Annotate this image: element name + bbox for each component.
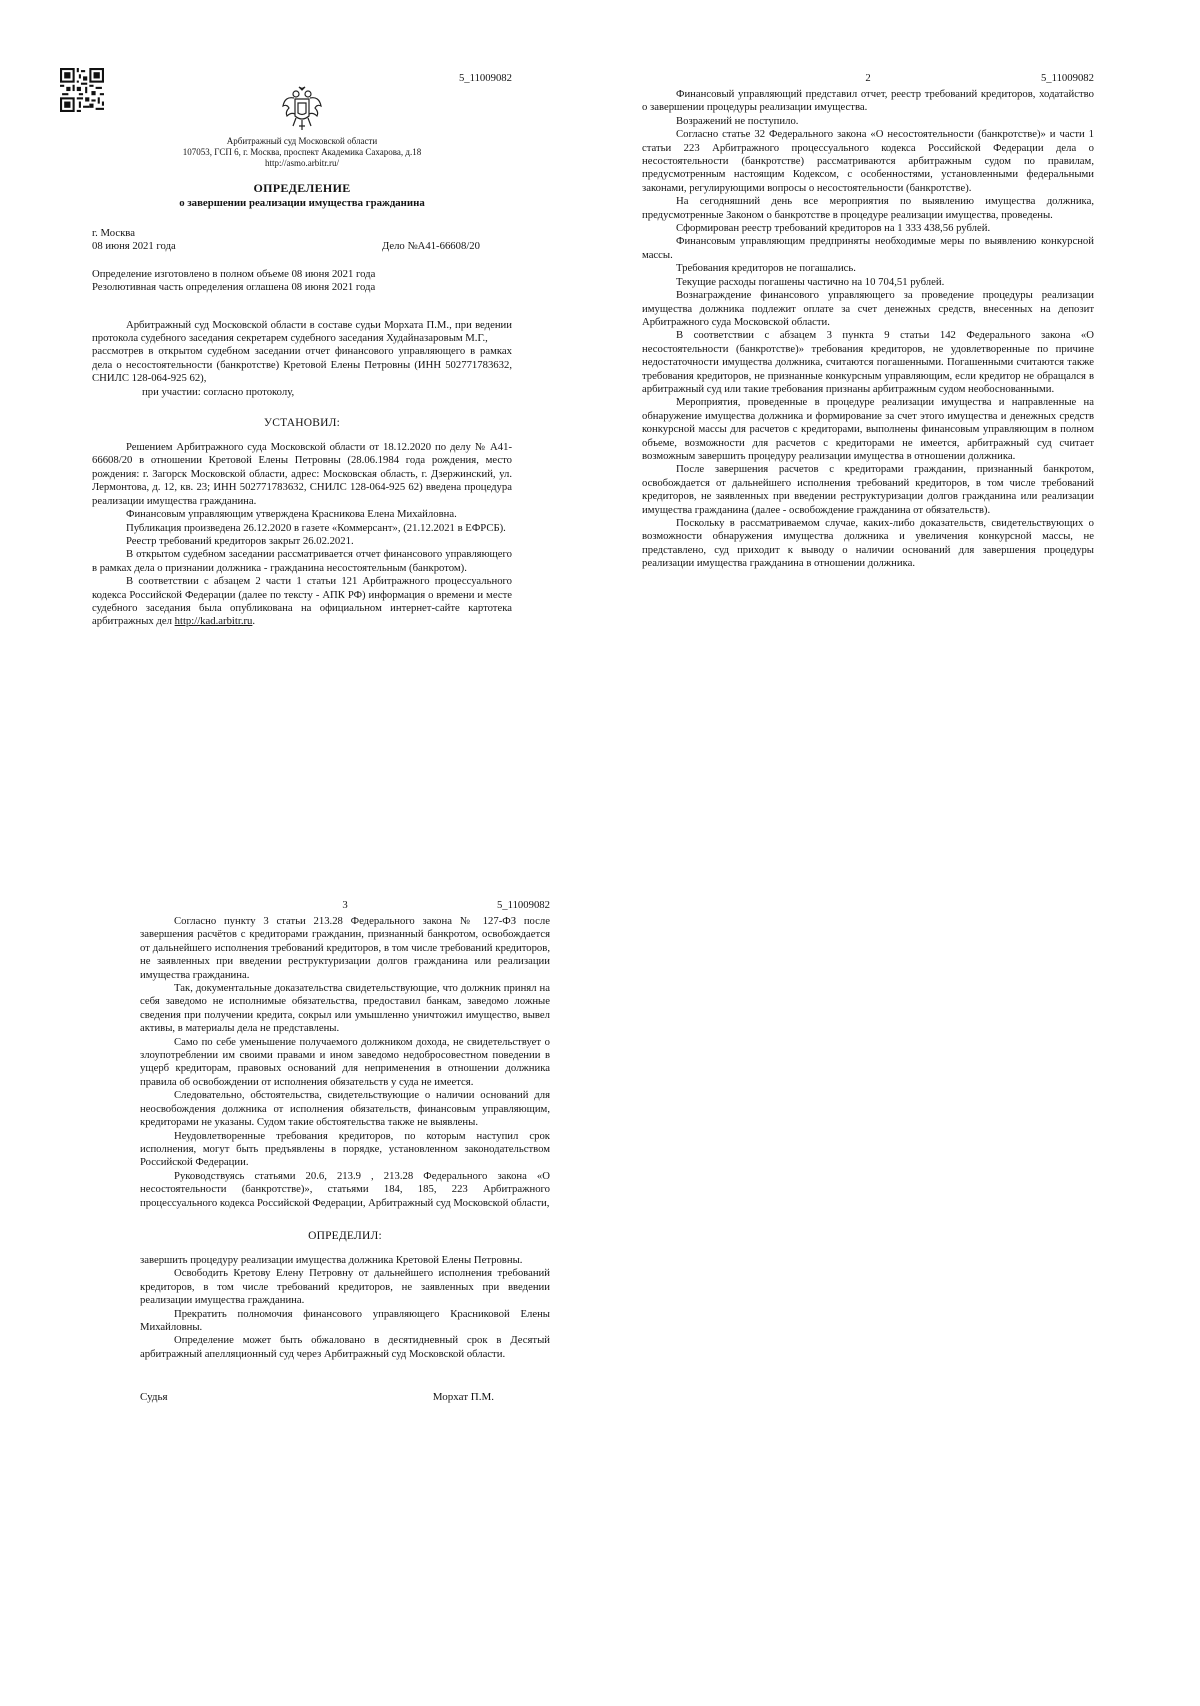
paragraph: Неудовлетворенные требования кредиторов, по которым наступил срок исполнения, могут быть предъявлены в порядке, установленном законодательством Российской Федерации. bbox=[140, 1129, 550, 1169]
made-full-note: Определение изготовлено в полном объеме 08 июня 2021 года bbox=[92, 267, 376, 280]
judge-label: Судья bbox=[140, 1391, 168, 1404]
city: г. Москва bbox=[92, 227, 135, 239]
judge-name: Морхат П.М. bbox=[432, 1391, 494, 1404]
paragraph: Текущие расходы погашены частично на 10 704,51 рублей. bbox=[676, 275, 945, 288]
case-id: 5_11009082 bbox=[496, 899, 550, 911]
document-subtitle: о завершении реализации имущества гражданина bbox=[179, 197, 425, 209]
intro-paragraph: рассмотрев в открытом судебном заседании отчет финансового управляющего в рамках дела о несостоятельности (банкротстве) Кретовой Елены Петровны (ИНН 502771783632, СНИЛС 128-064-925 62), bbox=[92, 345, 512, 385]
case-id: 5_11009082 bbox=[1040, 72, 1094, 84]
kad-arbitr-link[interactable]: http://kad.arbitr.ru bbox=[174, 615, 253, 628]
court-address: 107053, ГСП 6, г. Москва, проспект Академика Сахарова, д.18 bbox=[182, 147, 422, 157]
page-2-body bbox=[642, 88, 1094, 571]
decision-body bbox=[140, 1254, 550, 1361]
paragraph: Финансовый управляющий представил отчет, реестр требований кредиторов, ходатайство о завершении процедуры реализации имущества. bbox=[642, 88, 1094, 114]
page-header bbox=[140, 893, 550, 911]
paragraph: Публикация произведена 26.12.2020 в газете «Коммерсант», (21.12.2021 в ЕФРСБ). bbox=[126, 521, 506, 534]
paragraph bbox=[92, 575, 512, 629]
signature-block bbox=[140, 1391, 550, 1403]
paragraph: Сформирован реестр требований кредиторов на 1 333 438,56 рублей. bbox=[676, 222, 991, 235]
paragraph: Требования кредиторов не погашались. bbox=[676, 262, 856, 275]
paragraph: Вознаграждение финансового управляющего за проведение процедуры реализации имущества должника подлежит оплате за счет денежных средств, внесенных на депозит Арбитражного суда Московской области. bbox=[642, 289, 1094, 328]
paragraph: Согласно статье 32 Федерального закона «О несостоятельности (банкротстве)» и части 1 статьи 223 Арбитражного процессуального кодекса Российской Федерации дела о несостоятельности (банкротстве) рассматриваются арбитражным судом по правилам, предусмотренным настоящим Кодексом, с особенностями, установленными федеральными законами, регулирующими вопросы о несостоятельности (банкротстве). bbox=[642, 128, 1094, 194]
paragraph: В открытом судебном заседании рассматривается отчет финансового управляющего в рамках дела о признании должника - гражданина несостоятельным (банкротом). bbox=[92, 548, 512, 574]
case-id: 5_11009082 bbox=[458, 72, 512, 84]
paragraph: Финансовым управляющим утверждена Красникова Елена Михайловна. bbox=[126, 508, 457, 521]
document-title: ОПРЕДЕЛЕНИЕ bbox=[253, 181, 351, 195]
page-header bbox=[642, 66, 1094, 84]
court-website: http://asmo.arbitr.ru/ bbox=[265, 158, 339, 168]
paragraph: Так, документальные доказательства свидетельствующие, что должник принял на себя заведомо не исполнимые обязательства, предоставил банкам, заведомо ложные сведения при получении кредита, сокрыл или умышленно уничтожил имущество, вывел активы, в материалы дела не представлены. bbox=[140, 982, 550, 1035]
paragraph: Реестр требований кредиторов закрыт 26.02.2021. bbox=[126, 534, 354, 547]
decision-item: завершить процедуру реализации имущества должника Кретовой Елены Петровны. bbox=[140, 1253, 523, 1266]
page-header bbox=[92, 66, 512, 84]
document-date: 08 июня 2021 года bbox=[92, 240, 176, 253]
established-body bbox=[92, 441, 512, 629]
court-name: Арбитражный суд Московской области bbox=[226, 136, 378, 146]
paragraph: Возражений не поступило. bbox=[676, 114, 799, 127]
paragraph: На сегодняшний день все мероприятия по выявлению имущества должника, предусмотренные Законом о банкротстве в процедуре реализации имущества, проведены. bbox=[642, 195, 1094, 221]
paragraph: Само по себе уменьшение получаемого должником дохода, не свидетельствует о злоупотреблении им своими правами и ином заведомо недобросовестном поведении в ущерб кредиторам, правовых оснований для неприменения в отношении должника правила об освобождении от исполнения обязательств у суда не имеется. bbox=[140, 1035, 550, 1088]
decision-item: Освободить Кретову Елену Петровну от дальнейшего исполнения требований кредиторов, в том числе требований кредиторов, не заявленных при введении реализации имущества гражданина. bbox=[140, 1267, 550, 1307]
section-heading-established: УСТАНОВИЛ: bbox=[263, 417, 341, 430]
decision-item: Прекратить полномочия финансового управляющего Красниковой Елены Михайловны. bbox=[140, 1307, 550, 1333]
document-page-1 bbox=[92, 66, 512, 629]
russian-coat-of-arms-icon bbox=[281, 86, 323, 134]
paragraph: Согласно пункту 3 статьи 213.28 Федерального закона № 127-ФЗ после завершения расчётов с кредиторами гражданин, признанный банкротом, освобождается от дальнейшего исполнения требований кредиторов, в том числе требований кредиторов, не заявленных при введении реструктуризации долгов гражданина или реализации имущества гражданина. bbox=[140, 915, 550, 981]
intro-paragraph: Арбитражный суд Московской области в составе судьи Морхата П.М., при ведении протокола судебного заседания секретарем судебного заседания Худайназаровым М.Г., bbox=[92, 318, 512, 345]
case-number: Дело №А41-66608/20 bbox=[381, 240, 480, 253]
paragraph-text: В соответствии с абзацем 2 части 1 статьи 121 Арбитражного процессуального кодекса Российской Федерации (далее по тексту - АПК РФ) информация о времени и месте судебного заседания была опубликована на официальном интернет-сайте картотека арбитражных дел bbox=[92, 575, 512, 628]
paragraph: Финансовым управляющим предприняты необходимые меры по выявлению конкурсной массы. bbox=[642, 235, 1094, 261]
document-page-3 bbox=[140, 893, 550, 1403]
page-number: 2 bbox=[865, 72, 871, 84]
paragraph: Следовательно, обстоятельства, свидетельствующие о наличии оснований для неосвобождения должника от исполнения обязательств, финансовым управляющим, кредиторами не указаны. Судом такие обстоятельства также не выявлены. bbox=[140, 1089, 550, 1129]
document-meta bbox=[92, 227, 512, 295]
section-heading-determined: ОПРЕДЕЛИЛ: bbox=[308, 1229, 382, 1242]
paragraph: Руководствуясь статьями 20.6, 213.9 , 213.28 Федерального закона «О несостоятельности (банкротстве)», статьями 184, 185, 223 Арбитражного процессуального кодекса Российской Федерации, Арбитражный суд Московской области, bbox=[140, 1169, 550, 1209]
page-number: 3 bbox=[342, 899, 348, 911]
intro-paragraph: при участии: согласно протоколу, bbox=[142, 385, 295, 398]
paragraph: После завершения расчетов с кредиторами гражданин, признанный банкротом, освобождается от дальнейшего исполнения требований кредиторов, в том числе требований кредиторов, не заявленных при введении реструктуризации долгов гражданина или реализации имущества гражданина (далее - освобождение гражданина от обязательств). bbox=[642, 463, 1094, 516]
paragraph: В соответствии с абзацем 3 пункта 9 статьи 142 Федерального закона «О несостоятельности (банкротстве)» требования кредиторов, не удовлетворенные по причине недостаточности имущества должника, считаются погашенными. Погашенными считаются также требования кредиторов, не признанные конкурсным управляющим, если кредитор не обращался в арбитражный суд или такие требования признаны арбитражным судом необоснованными. bbox=[642, 329, 1094, 395]
decision-item: Определение может быть обжаловано в десятидневный срок в Десятый арбитражный апелляционный суд через Арбитражный суд Московской области. bbox=[140, 1334, 550, 1360]
paragraph: Решением Арбитражного суда Московской области от 18.12.2020 по делу № А41-66608/20 в отношении Кретовой Елены Петровны (28.06.1984 года рождения, место рождения: г. Загорск Московской области, адрес: Московская область, г. Дзержинский, ул. Лермонтова, д. 12, кв. 23; ИНН 502771783632, СНИЛС 128-064-925 62) введена процедура реализации имущества гражданина. bbox=[92, 441, 512, 507]
intro-block bbox=[92, 319, 512, 399]
court-info bbox=[92, 136, 512, 169]
page-3-body bbox=[140, 915, 550, 1210]
paragraph: Мероприятия, проведенные в процедуре реализации имущества и направленные на обнаружение имущества должника и формирование за счет этого имущества и денежных средств конкурсной массы для расчетов с кредиторами, выполнены финансовым управляющим в полном объеме, возможности для расчетов с кредиторами не имеется, арбитражный суд считает возможным завершить процедуру реализации имущества в отношении должника. bbox=[642, 396, 1094, 462]
resolution-note: Резолютивная часть определения оглашена 08 июня 2021 года bbox=[92, 281, 376, 294]
document-page-2 bbox=[642, 66, 1094, 571]
paragraph: Поскольку в рассматриваемом случае, каких-либо доказательств, свидетельствующих о возможности обнаружения имущества должника и увеличения конкурсной массы, не представлено, суд приходит к выводу о наличии оснований для завершения процедуры реализации имущества гражданина в отношении должника. bbox=[642, 517, 1094, 570]
link-suffix: . bbox=[252, 615, 256, 628]
